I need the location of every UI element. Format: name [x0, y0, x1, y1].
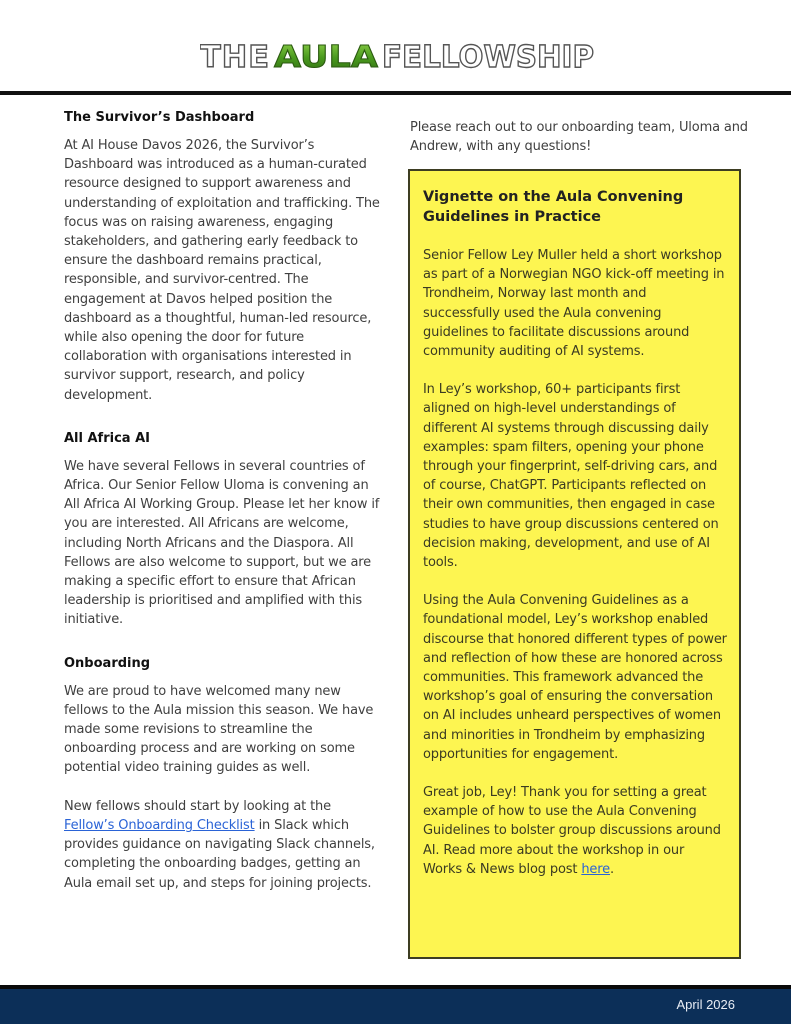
text-span: in Slack which provides guidance on navigating Slack channels, completing the onboarding badges, getting an Aula email set up, and steps for joining projects. [64, 817, 375, 891]
header-divider [0, 91, 791, 95]
page-footer [0, 985, 791, 1024]
logo-text-aula: AULA [274, 40, 379, 74]
checklist-paragraph [64, 797, 384, 893]
vignette-paragraph: Using the Aula Convening Guidelines as a foundational model, Ley’s workshop enabled discourse that honored different types of power and reflection of how these are honored across communities. This framework advanced the workshop’s goal of ensuring the conversation on AI includes unheard perspectives of women and minorities in Trondheim by emphasizing opportunities for engagement. [423, 593, 727, 762]
text-span: . [610, 861, 615, 877]
all-africa-ai-section [64, 429, 384, 630]
vignette-callout-box [408, 169, 741, 959]
blog-post-link[interactable]: here [581, 861, 611, 877]
section-paragraph: We are proud to have welcomed many new fellows to the Aula mission this season. We have made some revisions to streamline the onboarding process and are working on some potential video training guides as well. [64, 683, 374, 776]
aula-fellowship-logo [200, 38, 595, 74]
page-header [0, 0, 791, 92]
onboarding-section [64, 654, 384, 893]
onboarding-contact-text: Please reach out to our onboarding team, Uloma and Andrew, with any questions! [410, 120, 748, 155]
onboarding-checklist-link[interactable]: Fellow’s Onboarding Checklist [64, 817, 255, 833]
vignette-title: Vignette on the Aula Convening Guidelines in Practice [423, 189, 684, 225]
issue-date: April 2026 [676, 997, 735, 1012]
section-title: Onboarding [64, 655, 151, 671]
vignette-paragraph: In Ley’s workshop, 60+ participants first aligned on high-level understandings of different AI systems through discussing daily examples: spam filters, opening your phone through your fingerprint, self-driving cars, and of course, ChatGPT. Participants reflected on their own communities, then engaged in case studies to have group discussions centered on decision making, development, and use of AI tools. [423, 382, 719, 571]
vignette-closing-paragraph [423, 783, 727, 879]
vignette-paragraph: Senior Fellow Ley Muller held a short workshop as part of a Norwegian NGO kick-off meeting in Trondheim, Norway last month and successfully used the Aula convening guidelines to facilitate discussions around community auditing of AI systems. [423, 248, 725, 360]
left-column [64, 108, 384, 893]
section-paragraph: We have several Fellows in several countries of Africa. Our Senior Fellow Uloma is convening an All Africa AI Working Group. Please let her know if you are interested. All Africans are welcome, including North Africans and the Diaspora. All Fellows are also welcome to support, but we are making a specific effort to ensure that African leadership is prioritised and amplified with this initiative. [64, 458, 380, 628]
section-title: All Africa AI [64, 430, 150, 446]
section-title: The Survivor’s Dashboard [64, 110, 255, 125]
right-column [410, 118, 750, 156]
survivors-dashboard-section [64, 108, 384, 405]
logo-text-fellowship: FELLOWSHIP [382, 40, 594, 74]
text-span: New fellows should start by looking at the [64, 798, 331, 814]
text-span: Great job, Ley! Thank you for setting a great example of how to use the Aula Convening Guidelines to bolster group discussions around AI. Read more about the workshop in our Works & News blog post [423, 785, 721, 877]
section-paragraph: At AI House Davos 2026, the Survivor’s Dashboard was introduced as a human-curated resource designed to support awareness and understanding of exploitation and trafficking. The focus was on raising awareness, engaging stakeholders, and gathering early feedback to ensure the dashboard remains practical, responsible, and survivor-centred. The engagement at Davos helped position the dashboard as a thoughtful, human-led resource, while also opening the door for future collaboration with organisations interested in survivor support, research, and policy development. [64, 138, 380, 403]
logo-text-the: THE [200, 40, 270, 74]
